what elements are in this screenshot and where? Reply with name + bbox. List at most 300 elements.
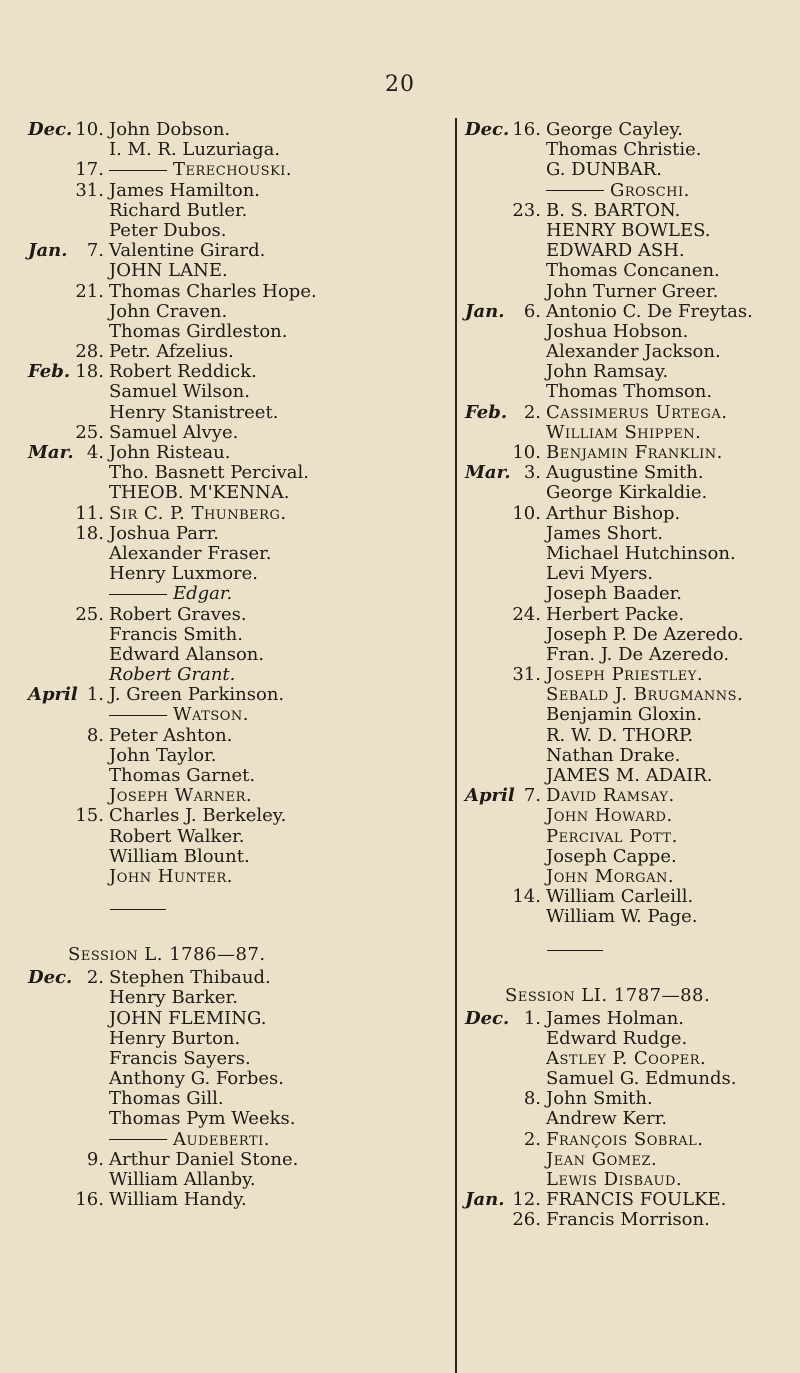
list-entry xyxy=(28,241,378,261)
entry-name xyxy=(546,342,721,362)
entry-day: 23. xyxy=(512,199,541,221)
ditto-dash xyxy=(109,594,167,595)
entry-name xyxy=(546,403,727,423)
entry-name-text: Nathan Drake. xyxy=(546,744,681,766)
list-entry xyxy=(465,181,800,201)
entry-name xyxy=(546,463,704,483)
entry-name-text: François Sobral. xyxy=(546,1128,704,1150)
list-entry xyxy=(28,1089,378,1109)
list-entry xyxy=(465,746,800,766)
list-entry xyxy=(465,907,800,927)
entry-name xyxy=(546,705,702,725)
entry-month: Dec. xyxy=(28,967,73,989)
entry-name xyxy=(109,463,309,483)
entry-name xyxy=(109,726,232,746)
entry-month: April xyxy=(28,684,78,706)
entry-name-text: John Turner Greer. xyxy=(546,280,719,302)
list-entry xyxy=(465,1150,800,1170)
entry-name xyxy=(109,1029,240,1049)
list-entry xyxy=(465,645,800,665)
list-entry xyxy=(465,1009,800,1029)
entry-name xyxy=(109,1109,295,1129)
list-entry xyxy=(465,120,800,140)
entry-name xyxy=(546,564,653,584)
list-entry xyxy=(28,847,378,867)
entry-name xyxy=(546,907,697,927)
entry-day: 18. xyxy=(75,522,104,544)
entry-name xyxy=(546,1170,682,1190)
entry-name xyxy=(109,504,287,524)
entry-name-text: John Howard. xyxy=(546,805,673,827)
entry-day: 10. xyxy=(75,119,104,140)
entry-name-text: Francis Morrison. xyxy=(546,1209,710,1231)
entry-name xyxy=(546,382,712,402)
list-entry xyxy=(28,766,378,786)
entry-name xyxy=(109,685,284,705)
list-entry xyxy=(28,1190,378,1210)
entry-name xyxy=(546,261,720,281)
entry-name-text: Antonio C. De Freytas. xyxy=(546,300,753,322)
entry-name-text: JOHN FLEMING. xyxy=(109,1007,267,1029)
entry-day: 9. xyxy=(86,1148,104,1170)
entry-day: 12. xyxy=(512,1189,541,1211)
entry-name xyxy=(109,1150,298,1170)
entry-name xyxy=(109,201,247,221)
ditto-dash xyxy=(546,190,604,191)
list-entry xyxy=(465,605,800,625)
entry-month: Mar. xyxy=(28,442,74,463)
entry-name xyxy=(546,443,723,463)
list-entry xyxy=(465,524,800,544)
entry-name xyxy=(109,140,280,160)
entry-name-text: Robert Graves. xyxy=(109,603,247,625)
left-column xyxy=(28,120,378,1210)
entry-name-text: Sir C. P. Thunberg. xyxy=(109,502,287,524)
list-entry xyxy=(465,221,800,241)
entry-name xyxy=(109,827,244,847)
entry-day: 31. xyxy=(75,179,104,201)
list-entry xyxy=(465,1049,800,1069)
entry-name xyxy=(109,362,257,382)
entry-day: 2. xyxy=(523,1128,541,1150)
list-entry xyxy=(465,1109,800,1129)
list-entry xyxy=(28,120,378,140)
entry-name-text: Valentine Girard. xyxy=(109,240,266,262)
entry-name xyxy=(109,564,258,584)
list-entry xyxy=(28,322,378,342)
entry-name xyxy=(109,1089,224,1109)
entry-day: 24. xyxy=(512,603,541,625)
list-entry xyxy=(28,746,378,766)
entry-name xyxy=(546,1130,703,1150)
list-entry xyxy=(465,282,800,302)
entry-name-text: Alexander Jackson. xyxy=(546,341,721,363)
entry-name-text: JOHN LANE. xyxy=(109,260,228,282)
entry-name xyxy=(109,1190,247,1210)
entry-name xyxy=(546,504,680,524)
entry-name xyxy=(109,988,238,1008)
section-rule xyxy=(547,950,603,951)
entry-month: Jan. xyxy=(465,300,505,322)
entry-name-text: Samuel G. Edmunds. xyxy=(546,1068,737,1090)
list-entry xyxy=(465,1190,800,1210)
list-entry xyxy=(28,1009,378,1029)
entry-day: 10. xyxy=(512,502,541,524)
list-entry xyxy=(28,1170,378,1190)
entry-name xyxy=(546,1210,710,1230)
entry-name-text: HENRY BOWLES. xyxy=(546,219,711,241)
entry-name xyxy=(546,282,718,302)
list-entry xyxy=(465,665,800,685)
entry-name-text: Arthur Daniel Stone. xyxy=(109,1148,299,1170)
list-entry xyxy=(28,806,378,826)
entry-name-text: Richard Butler. xyxy=(109,199,248,221)
entry-day: 25. xyxy=(75,603,104,625)
list-entry xyxy=(28,403,378,423)
entry-name xyxy=(109,1130,270,1150)
list-entry xyxy=(465,443,800,463)
entry-name xyxy=(109,282,317,302)
entry-name xyxy=(109,403,278,423)
entry-day: 4. xyxy=(86,442,104,463)
list-entry xyxy=(28,1029,378,1049)
entry-name xyxy=(109,1170,256,1190)
entry-name xyxy=(109,968,271,988)
entry-day: 11. xyxy=(75,502,104,524)
entry-month: Mar. xyxy=(465,462,511,484)
entry-day: 2. xyxy=(523,401,541,423)
entry-name xyxy=(546,685,743,705)
entry-name xyxy=(546,726,693,746)
entry-name xyxy=(546,221,711,241)
entry-name xyxy=(546,423,701,443)
entry-name xyxy=(546,181,690,201)
entry-name-text: Samuel Wilson. xyxy=(109,381,250,403)
list-entry xyxy=(28,261,378,281)
entry-month: Dec. xyxy=(465,119,510,140)
entry-name xyxy=(109,524,219,544)
page-number: 20 xyxy=(385,72,415,97)
list-entry xyxy=(465,806,800,826)
entry-name xyxy=(109,423,238,443)
entry-name xyxy=(546,1029,687,1049)
entry-name xyxy=(109,645,264,665)
entry-name-text: Fran. J. De Azeredo. xyxy=(546,643,730,665)
list-entry xyxy=(465,827,800,847)
list-entry xyxy=(28,645,378,665)
entry-name xyxy=(546,1049,706,1069)
entry-name xyxy=(109,120,230,140)
entry-name-text: Joseph Warner. xyxy=(109,785,253,807)
list-entry xyxy=(28,625,378,645)
entry-name-text: Peter Dubos. xyxy=(109,219,227,241)
entry-name-text: Samuel Alvye. xyxy=(109,421,239,443)
list-entry xyxy=(465,322,800,342)
entry-name xyxy=(546,201,680,221)
entry-name-text: Audeberti. xyxy=(173,1128,270,1150)
entry-name-text: John Hunter. xyxy=(109,865,234,887)
list-entry xyxy=(28,342,378,362)
entry-name xyxy=(109,221,227,241)
list-entry xyxy=(465,887,800,907)
list-entry xyxy=(28,584,378,604)
list-entry xyxy=(28,504,378,524)
list-entry xyxy=(28,221,378,241)
list-entry xyxy=(465,403,800,423)
entry-month: Feb. xyxy=(28,361,71,383)
entry-name xyxy=(546,1089,653,1109)
entry-name xyxy=(546,786,675,806)
list-entry xyxy=(28,282,378,302)
list-entry xyxy=(28,685,378,705)
entry-name-text: Groschi. xyxy=(610,179,690,201)
entry-day: 1. xyxy=(86,684,104,706)
entry-name xyxy=(546,665,703,685)
entry-name xyxy=(109,483,289,503)
entry-name-text: Percival Pott. xyxy=(546,825,678,847)
list-entry xyxy=(28,362,378,382)
entry-name-text: William Blount. xyxy=(109,845,250,867)
entry-name-text: Thomas Christie. xyxy=(546,139,702,161)
list-entry xyxy=(28,988,378,1008)
list-entry xyxy=(465,1089,800,1109)
entry-name xyxy=(109,1069,284,1089)
entry-name xyxy=(109,806,286,826)
list-entry xyxy=(28,705,378,725)
entry-day: 18. xyxy=(75,361,104,383)
list-entry xyxy=(465,1029,800,1049)
entry-name-text: Benjamin Franklin. xyxy=(546,442,723,463)
entry-name-text: Henry Burton. xyxy=(109,1027,241,1049)
entry-name-text: B. S. BARTON. xyxy=(546,199,681,221)
entry-day: 21. xyxy=(75,280,104,302)
entry-name-text: Robert Reddick. xyxy=(109,361,257,383)
entry-name-text: George Cayley. xyxy=(546,119,683,140)
entry-name-text: Tho. Basnett Percival. xyxy=(109,462,309,484)
entry-name xyxy=(546,524,663,544)
entry-name-text: James Holman. xyxy=(546,1007,685,1029)
entry-name-text: Robert Walker. xyxy=(109,825,245,847)
list-entry xyxy=(465,241,800,261)
entry-name-text: Astley P. Cooper. xyxy=(546,1047,707,1069)
entry-name-text: George Kirkaldie. xyxy=(546,482,708,504)
entry-name xyxy=(546,766,713,786)
entry-day: 7. xyxy=(523,785,541,807)
entry-day: 3. xyxy=(523,462,541,484)
list-entry xyxy=(465,564,800,584)
list-entry xyxy=(28,140,378,160)
entry-name-text: John Ramsay. xyxy=(546,361,669,383)
entry-month: Dec. xyxy=(465,1007,510,1029)
entry-day: 7. xyxy=(86,240,104,262)
list-entry xyxy=(28,1069,378,1089)
list-entry xyxy=(465,544,800,564)
list-entry xyxy=(28,786,378,806)
entry-name-text: Joseph Cappe. xyxy=(546,845,677,867)
entry-name-text: Edward Rudge. xyxy=(546,1027,688,1049)
entry-day: 31. xyxy=(512,664,541,686)
entry-name-text: Benjamin Gloxin. xyxy=(546,704,703,726)
entry-name-text: John Smith. xyxy=(546,1088,653,1110)
entry-name xyxy=(546,1150,657,1170)
session-heading: Session LI. 1787—88. xyxy=(505,984,711,1006)
entry-name-text: William Allanby. xyxy=(109,1169,256,1190)
entry-name-text: William Handy. xyxy=(109,1189,247,1211)
entry-name xyxy=(109,382,250,402)
list-entry xyxy=(465,483,800,503)
entry-month: April xyxy=(465,785,515,807)
list-entry xyxy=(465,160,800,180)
entry-month: Jan. xyxy=(28,240,68,262)
list-entry xyxy=(28,665,378,685)
list-entry xyxy=(28,181,378,201)
entry-name xyxy=(109,665,235,685)
entry-name-text: John Risteau. xyxy=(109,442,231,463)
entry-name-text: John Taylor. xyxy=(109,744,217,766)
list-entry xyxy=(28,201,378,221)
entry-name xyxy=(546,1069,736,1089)
entry-name-text: John Morgan. xyxy=(546,865,675,887)
entry-name-text: Edward Alanson. xyxy=(109,643,265,665)
entry-name-text: Joseph Baader. xyxy=(546,583,682,605)
entry-name xyxy=(546,1190,726,1210)
entry-name xyxy=(546,806,673,826)
list-entry xyxy=(465,261,800,281)
list-entry xyxy=(465,302,800,322)
entry-name xyxy=(546,362,668,382)
entry-name xyxy=(546,584,682,604)
section-rule xyxy=(110,909,166,910)
entry-name xyxy=(109,443,230,463)
entry-name xyxy=(109,302,227,322)
entry-name xyxy=(109,625,243,645)
list-entry xyxy=(465,705,800,725)
entry-name-text: R. W. D. THORP. xyxy=(546,724,694,746)
entry-name xyxy=(546,887,693,907)
entry-name-text: EDWARD ASH. xyxy=(546,240,685,262)
entry-day: 26. xyxy=(512,1209,541,1231)
entry-name xyxy=(546,847,677,867)
list-entry xyxy=(28,524,378,544)
entry-name xyxy=(109,867,233,887)
right-top-list xyxy=(465,120,800,928)
entry-day: 17. xyxy=(75,159,104,181)
entry-name-text: Watson. xyxy=(173,704,250,726)
entry-name xyxy=(109,847,250,867)
entry-name xyxy=(546,140,702,160)
list-entry xyxy=(28,1109,378,1129)
entry-name xyxy=(546,160,662,180)
entry-name xyxy=(109,584,232,604)
entry-name-text: I. M. R. Luzuriaga. xyxy=(109,139,281,161)
entry-name-text: THEOB. M'KENNA. xyxy=(109,482,290,504)
left-session-list xyxy=(28,968,378,1210)
entry-month: Jan. xyxy=(465,1189,505,1211)
entry-name-text: Herbert Packe. xyxy=(546,603,685,625)
entry-name xyxy=(546,625,744,645)
list-entry xyxy=(465,847,800,867)
entry-name-text: Robert Grant. xyxy=(109,664,236,686)
entry-name-text: Augustine Smith. xyxy=(546,462,704,484)
entry-name-text: Thomas Gill. xyxy=(109,1088,224,1110)
entry-name-text: Thomas Thomson. xyxy=(546,381,713,403)
entry-name xyxy=(546,746,680,766)
list-entry xyxy=(465,1130,800,1150)
entry-name xyxy=(546,544,736,564)
entry-name-text: Joshua Parr. xyxy=(109,522,219,544)
entry-name xyxy=(109,786,252,806)
entry-name-text: Joshua Hobson. xyxy=(546,320,689,342)
list-entry xyxy=(28,160,378,180)
list-entry xyxy=(465,726,800,746)
entry-name-text: Peter Ashton. xyxy=(109,724,233,746)
entry-name-text: Stephen Thibaud. xyxy=(109,967,271,989)
entry-day: 6. xyxy=(523,300,541,322)
entry-name xyxy=(109,241,265,261)
list-entry xyxy=(465,766,800,786)
entry-day: 28. xyxy=(75,341,104,363)
list-entry xyxy=(465,1170,800,1190)
list-entry xyxy=(465,362,800,382)
column-divider xyxy=(455,118,457,1373)
entry-name xyxy=(109,181,260,201)
entry-month: Feb. xyxy=(465,401,508,423)
entry-day: 1. xyxy=(523,1007,541,1029)
entry-name-text: William Shippen. xyxy=(546,421,702,443)
list-entry xyxy=(28,827,378,847)
entry-day: 10. xyxy=(512,442,541,463)
entry-name-text: William W. Page. xyxy=(546,906,698,928)
right-session-list xyxy=(465,1009,800,1231)
entry-name-text: Anthony G. Forbes. xyxy=(109,1068,284,1090)
list-entry xyxy=(465,463,800,483)
entry-name-text: Andrew Kerr. xyxy=(546,1108,668,1130)
ditto-dash xyxy=(109,715,167,716)
entry-name-text: G. DUNBAR. xyxy=(546,159,663,181)
list-entry xyxy=(28,1049,378,1069)
list-entry xyxy=(28,483,378,503)
entry-name xyxy=(109,705,249,725)
entry-name-text: Arthur Bishop. xyxy=(546,502,681,524)
list-entry xyxy=(465,685,800,705)
entry-day: 8. xyxy=(523,1088,541,1110)
list-entry xyxy=(28,382,378,402)
entry-day: 2. xyxy=(86,967,104,989)
entry-name-text: Jean Gomez. xyxy=(546,1148,658,1170)
list-entry xyxy=(465,1069,800,1089)
list-entry xyxy=(465,625,800,645)
entry-name-text: Francis Sayers. xyxy=(109,1047,251,1069)
entry-name xyxy=(546,867,674,887)
list-entry xyxy=(28,1130,378,1150)
list-entry xyxy=(28,564,378,584)
entry-name xyxy=(109,1009,266,1029)
entry-name-text: David Ramsay. xyxy=(546,785,675,807)
entry-name xyxy=(546,120,683,140)
entry-name-text: JAMES M. ADAIR. xyxy=(546,765,713,786)
list-entry xyxy=(28,423,378,443)
entry-name-text: Henry Stanistreet. xyxy=(109,401,279,423)
entry-name-text: J. Green Parkinson. xyxy=(109,684,285,706)
list-entry xyxy=(28,867,378,887)
left-top-list xyxy=(28,120,378,887)
entry-name xyxy=(546,322,688,342)
list-entry xyxy=(28,544,378,564)
list-entry xyxy=(465,140,800,160)
list-entry xyxy=(465,201,800,221)
entry-name-text: Michael Hutchinson. xyxy=(546,542,736,564)
entry-name-text: Henry Luxmore. xyxy=(109,563,259,585)
